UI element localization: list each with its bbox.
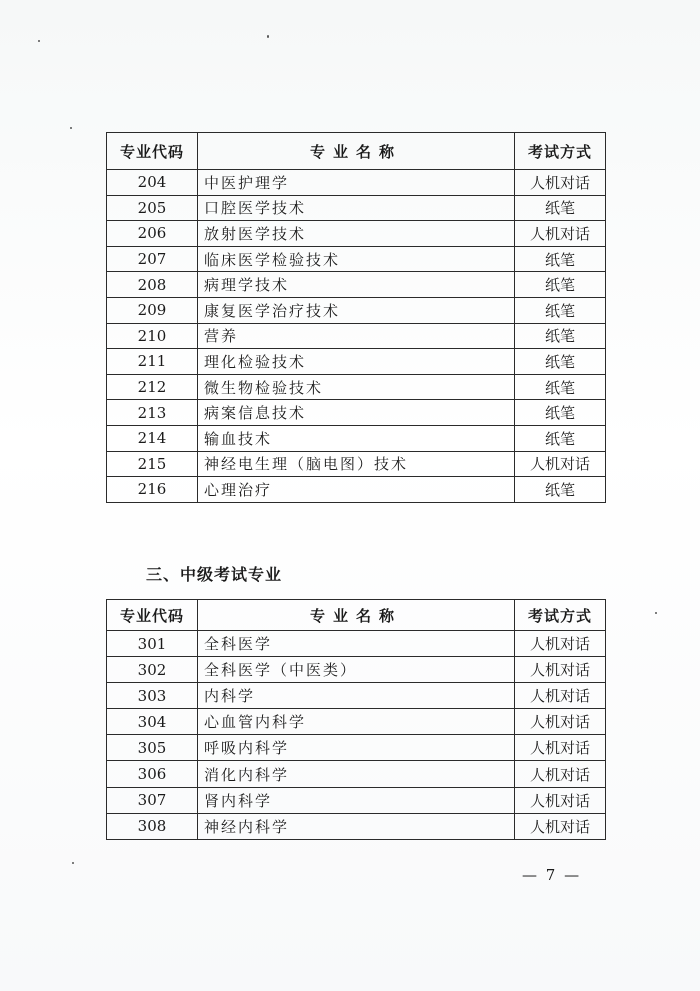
exam-mode-cell: 纸笔 [515,400,606,426]
exam-mode-cell: 人机对话 [515,170,606,196]
table-row [107,221,606,247]
specialty-code-cell: 215 [107,451,198,477]
table-row [107,709,606,735]
exam-mode-cell: 人机对话 [515,221,606,247]
exam-mode-cell: 纸笔 [515,323,606,349]
scan-speck [72,862,74,864]
specialty-code-cell: 204 [107,170,198,196]
specialty-name-cell: 全科医学（中医类） [198,657,515,683]
table-row [107,425,606,451]
specialty-name-cell: 放射医学技术 [198,221,515,247]
exam-mode-cell: 人机对话 [515,735,606,761]
specialty-code-cell: 304 [107,709,198,735]
specialty-name-cell: 神经电生理（脑电图）技术 [198,451,515,477]
exam-mode-cell: 纸笔 [515,297,606,323]
specialty-code-cell: 301 [107,631,198,657]
table-row [107,349,606,375]
header-name: 专业名称 [198,600,515,631]
table-header-row [107,133,606,170]
scan-speck [655,612,657,614]
exam-mode-cell: 人机对话 [515,813,606,839]
header-code: 专业代码 [107,600,198,631]
specialty-code-cell: 305 [107,735,198,761]
specialty-name-cell: 全科医学 [198,631,515,657]
specialty-name-cell: 口腔医学技术 [198,195,515,221]
specialty-name-cell: 内科学 [198,683,515,709]
table-row [107,735,606,761]
exam-mode-cell: 纸笔 [515,349,606,375]
specialty-code-cell: 207 [107,246,198,272]
specialty-name-cell: 微生物检验技术 [198,374,515,400]
header-name: 专业名称 [198,133,515,170]
table-row [107,683,606,709]
specialty-table-primary [106,132,606,503]
exam-mode-cell: 人机对话 [515,709,606,735]
specialty-code-cell: 206 [107,221,198,247]
specialty-code-cell: 303 [107,683,198,709]
specialty-code-cell: 307 [107,787,198,813]
specialty-name-cell: 输血技术 [198,425,515,451]
exam-mode-cell: 纸笔 [515,477,606,503]
table-row [107,477,606,503]
specialty-name-cell: 神经内科学 [198,813,515,839]
specialty-name-cell: 病案信息技术 [198,400,515,426]
table-body [107,170,606,503]
specialty-code-cell: 212 [107,374,198,400]
scan-speck [267,35,269,38]
specialty-code-cell: 216 [107,477,198,503]
table-row [107,272,606,298]
section-heading: 三、中级考试专业 [146,565,283,584]
specialty-name-cell: 理化检验技术 [198,349,515,375]
exam-mode-cell: 人机对话 [515,683,606,709]
exam-mode-cell: 纸笔 [515,374,606,400]
table-body [107,631,606,840]
table-row [107,761,606,787]
specialty-code-cell: 210 [107,323,198,349]
scan-speck [38,40,40,42]
specialty-code-cell: 306 [107,761,198,787]
specialty-code-cell: 208 [107,272,198,298]
exam-mode-cell: 纸笔 [515,272,606,298]
specialty-code-cell: 302 [107,657,198,683]
specialty-name-cell: 病理学技术 [198,272,515,298]
exam-mode-cell: 人机对话 [515,787,606,813]
table-row [107,400,606,426]
table-row [107,813,606,839]
table-row [107,374,606,400]
specialty-name-cell: 心血管内科学 [198,709,515,735]
exam-mode-cell: 人机对话 [515,761,606,787]
specialty-name-cell: 呼吸内科学 [198,735,515,761]
header-code: 专业代码 [107,133,198,170]
specialty-table-intermediate [106,599,606,840]
specialty-code-cell: 205 [107,195,198,221]
scan-speck [70,127,72,129]
table-row [107,451,606,477]
specialty-code-cell: 213 [107,400,198,426]
specialty-code-cell: 308 [107,813,198,839]
table-row [107,657,606,683]
exam-mode-cell: 纸笔 [515,195,606,221]
header-mode: 考试方式 [515,600,606,631]
exam-mode-cell: 人机对话 [515,631,606,657]
header-mode: 考试方式 [515,133,606,170]
table-row [107,297,606,323]
specialty-name-cell: 消化内科学 [198,761,515,787]
specialty-code-cell: 211 [107,349,198,375]
table-row [107,246,606,272]
specialty-name-cell: 中医护理学 [198,170,515,196]
specialty-code-cell: 214 [107,425,198,451]
specialty-name-cell: 康复医学治疗技术 [198,297,515,323]
table-row [107,170,606,196]
exam-mode-cell: 纸笔 [515,425,606,451]
page-number: — 7 — [522,866,582,884]
table-row [107,323,606,349]
specialty-name-cell: 心理治疗 [198,477,515,503]
specialty-code-cell: 209 [107,297,198,323]
specialty-name-cell: 临床医学检验技术 [198,246,515,272]
exam-mode-cell: 人机对话 [515,657,606,683]
table-row [107,195,606,221]
exam-mode-cell: 纸笔 [515,246,606,272]
specialty-name-cell: 肾内科学 [198,787,515,813]
table-row [107,631,606,657]
specialty-name-cell: 营养 [198,323,515,349]
table-row [107,787,606,813]
table-header-row [107,600,606,631]
exam-mode-cell: 人机对话 [515,451,606,477]
